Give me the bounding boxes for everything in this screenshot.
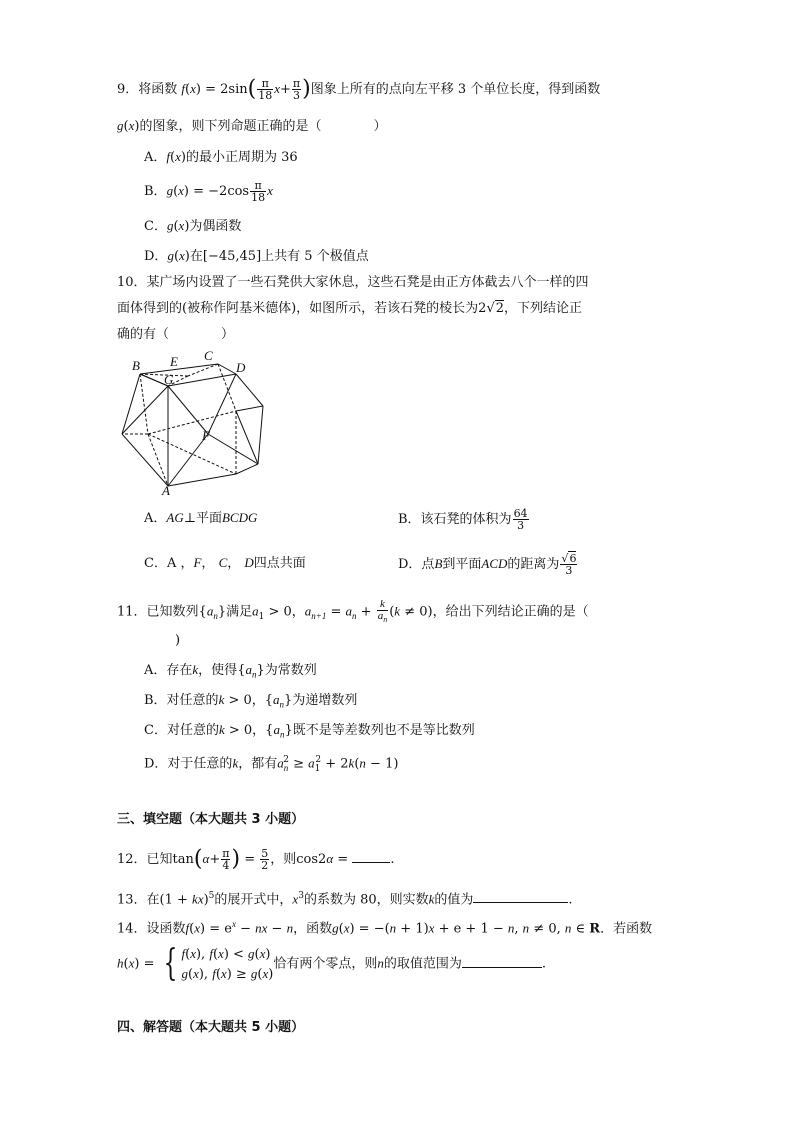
q11-option-b[interactable]: B．对任意的k > 0，$\{a_n\}$为递增数列 (144, 692, 358, 710)
q9-option-a[interactable]: A．f(x)的最小正周期为 36 (144, 149, 298, 165)
section-4-heading: 四、解答题（本大题共 5 小题） (117, 1020, 305, 1035)
q14-answer-blank[interactable] (462, 955, 542, 968)
q13: 13．在(1 + kx)$^5$的展开式中，$x^3$的系数为 80，则实数k的值为 . (117, 891, 573, 908)
fig-label-c: C (204, 348, 213, 363)
section-3-heading: 三、填空题（本大题共 3 小题） (117, 812, 305, 827)
q10-stem-line1: 10．某广场内设置了一些石凳供大家休息，这些石凳是由正方体截去八个一样的四 (117, 275, 589, 290)
q10-stem-line2: 面体得到的(被称作阿基米德体)，如图所示，若该石凳的棱长为2√2，下列结论正 (117, 301, 583, 316)
q10-option-d[interactable]: D．点B到平面ACD的距离为 $\frac{√6}{3}$ (398, 552, 577, 577)
fig-label-b: B (132, 358, 140, 373)
q11-option-c[interactable]: C．对任意的k > 0，$\{a_n\}$既不是等差数列也不是等比数列 (144, 722, 475, 740)
archimedean-solid-figure (118, 346, 298, 496)
q9-stem-line2: g(x)的图象，则下列命题正确的是（ ） (117, 118, 387, 134)
q13-answer-blank[interactable] (473, 890, 568, 903)
q11-option-d[interactable]: D．对于任意的k，都有$a_n^2 \ge a_1^2 + 2k(n - 1)$ (144, 755, 399, 774)
fig-label-f: F (202, 428, 210, 443)
q11-stem: 11．已知数列$\{a_n\}$满足$a_1 > 0$，$a_{n+1} = a_n$ + $\frac{k}{a_n}$ (k ≠ 0)，给出下列结论正确的是（ (117, 598, 589, 625)
q10-stem-line3: 确的有（ ） (117, 327, 235, 342)
q9-formula-f: f (181, 81, 186, 96)
q11-close-paren: ) (175, 633, 181, 648)
q9-stem: 9．将函数 f(x) = 2sin( $\frac{\pi}{18}$ x+ $\frac{\pi}{3}$ )图象上所有的点向左平移 3 个单位长度，得到函数 (117, 76, 601, 102)
q9-option-b[interactable]: B．g(x) = −2cos $\frac{\pi}{18}$ x (144, 179, 273, 204)
q14-line1: 14．设函数$f(x) = e^x$ − nx − n，函数g(x) = −(n + 1)x + e + 1 − n, n ≠ 0, n ∈ R．若函数 (117, 919, 653, 937)
q11-option-a[interactable]: A．存在k，使得$\{a_n\}$为常数列 (144, 662, 317, 680)
fig-label-e: E (170, 354, 178, 369)
q14-line2: h(x) = { f(x), f(x) < g(x) g(x), f(x) ≥ g(x) 恰有两个零点，则n的取值范围为 . (117, 943, 547, 984)
q10-option-b[interactable]: B．该石凳的体积为 $\frac{64}{3}$ (398, 507, 528, 532)
q12: 12．已知tan(α+ $\frac{\pi}{4}$ ) = $\frac{5}{2}$ ，则cos2α = . (117, 846, 395, 872)
q12-answer-blank[interactable] (352, 850, 390, 863)
q10-option-a[interactable]: A．AG⊥平面BCDG (144, 510, 258, 526)
fig-label-a: A (162, 483, 170, 496)
q9-option-d[interactable]: D．g(x)在[−45,45]上共有 5 个极值点 (144, 248, 369, 264)
fig-label-d: D (236, 360, 246, 375)
q10-option-c[interactable]: C．A ，F， C， D四点共面 (144, 555, 306, 571)
fig-label-g: G (164, 372, 174, 387)
q9-option-c[interactable]: C．g(x)为偶函数 (144, 218, 242, 234)
